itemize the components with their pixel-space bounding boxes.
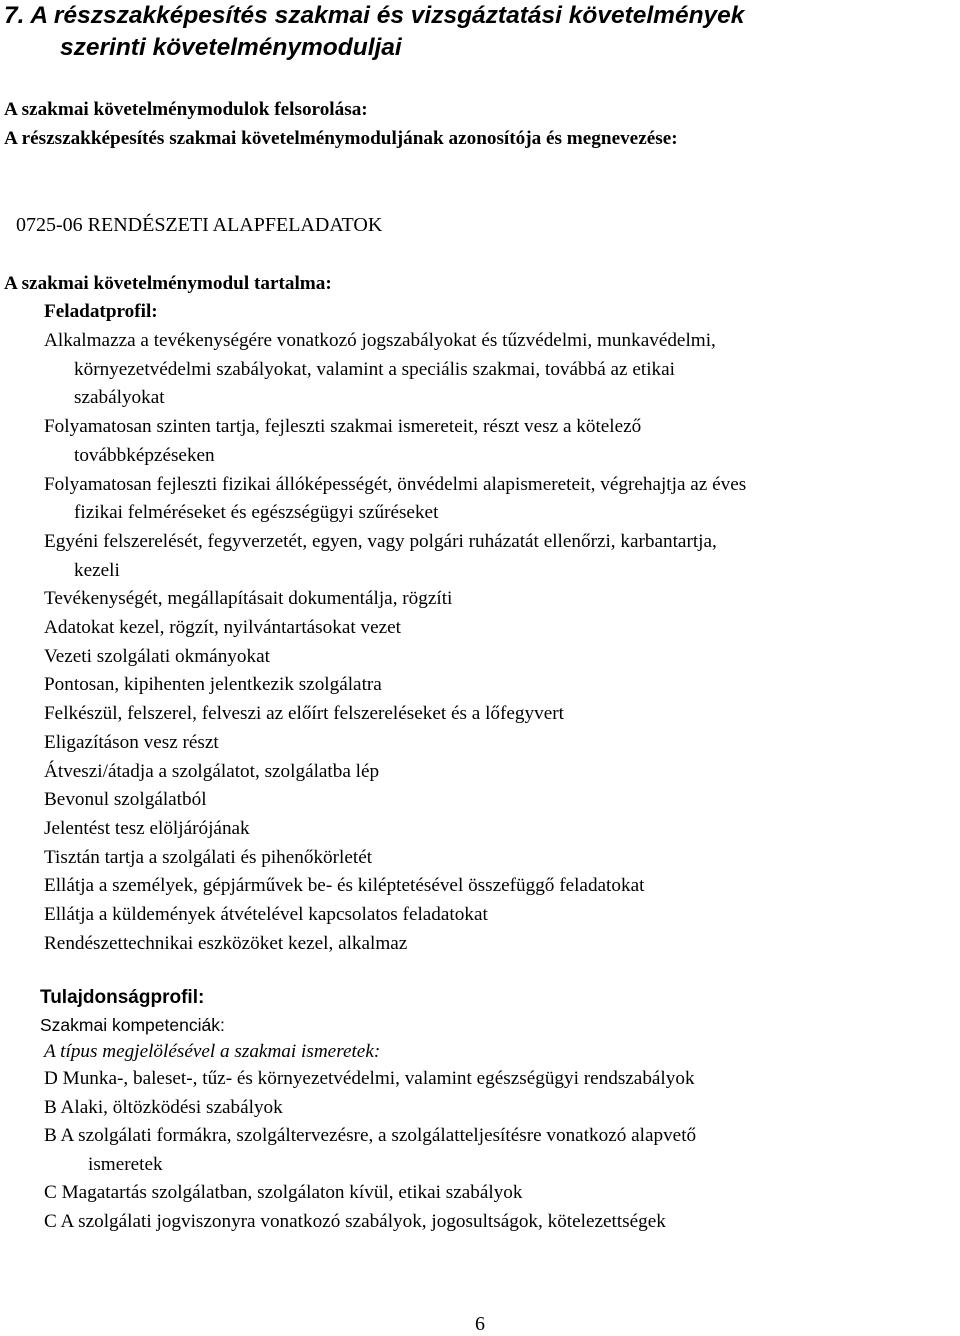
list-item: Folyamatosan fejleszti fizikai állóképességét, önvédelmi alapismereteit, végrehajtja az éves	[44, 473, 747, 495]
list-item-continuation: fizikai felméréseket és egészségügyi szűréseket	[74, 502, 439, 524]
list-item: Jelentést tesz elöljárójának	[44, 817, 250, 839]
list-item: Ellátja a személyek, gépjárművek be- és kiléptetésével összefüggő feladatokat	[44, 875, 645, 897]
list-item: Adatokat kezel, rögzít, nyilvántartásokat vezet	[44, 617, 401, 638]
section-heading-line-1: 7. A részszakképesítés szakmai és vizsgáztatási követelmények	[4, 2, 745, 29]
list-item: C Magatartás szolgálatban, szolgálaton kívül, etikai szabályok	[44, 1182, 523, 1204]
list-item: B Alaki, öltözködési szabályok	[44, 1096, 283, 1118]
module-id-intro: A részszakképesítés szakmai követelménymoduljának azonosítója és megnevezése:	[4, 128, 678, 149]
list-item-continuation: környezetvédelmi szabályokat, valamint a speciális szakmai, továbbá az etikai	[74, 358, 675, 380]
list-item-continuation: szabályokat	[74, 387, 165, 409]
list-item-continuation: kezeli	[74, 559, 120, 581]
section-heading	[4, 0, 744, 64]
list-item: Ellátja a küldemények átvételével kapcsolatos feladatokat	[44, 904, 488, 925]
section-heading-line-2: szerinti követelménymoduljai	[60, 34, 402, 61]
content-intro: A szakmai követelménymodul tartalma:	[4, 273, 332, 294]
list-item: D Munka-, baleset-, tűz- és környezetvédelmi, valamint egészségügyi rendszabályok	[44, 1068, 695, 1089]
list-item: Tisztán tartja a szolgálati és pihenőkörletét	[44, 846, 373, 868]
list-intro: A szakmai követelménymodulok felsorolása:	[4, 99, 368, 120]
list-item: Eligazításon vesz részt	[44, 731, 219, 753]
type-intro: A típus megjelölésével a szakmai ismeretek:	[44, 1041, 381, 1062]
list-item-continuation: továbbképzéseken	[74, 444, 215, 466]
list-item: Vezeti szolgálati okmányokat	[44, 645, 270, 667]
list-item-continuation: ismeretek	[88, 1153, 163, 1175]
module-name: 0725-06 RENDÉSZETI ALAPFELADATOK	[16, 214, 383, 236]
tulajdonsagprofil-subtitle: Szakmai kompetenciák:	[40, 1015, 225, 1035]
feladatprofil-title: Feladatprofil:	[44, 301, 158, 322]
list-item: Folyamatosan szinten tartja, fejleszti szakmai ismereteit, részt vesz a kötelező	[44, 416, 642, 438]
list-item: B A szolgálati formákra, szolgáltervezésre, a szolgálatteljesítésre vonatkozó alapvető	[44, 1125, 697, 1147]
page-number: 6	[475, 1313, 485, 1335]
list-item: Rendészettechnikai eszközöket kezel, alkalmaz	[44, 932, 408, 954]
list-item: Felkészül, felszerel, felveszi az előírt felszereléseket és a lőfegyvert	[44, 703, 564, 725]
list-item: Egyéni felszerelését, fegyverzetét, egyen, vagy polgári ruházatát ellenőrzi, karbantartja,	[44, 530, 717, 552]
list-item: C A szolgálati jogviszonyra vonatkozó szabályok, jogosultságok, kötelezettségek	[44, 1211, 666, 1232]
list-item: Bevonul szolgálatból	[44, 789, 207, 811]
list-item: Átveszi/átadja a szolgálatot, szolgálatba lép	[44, 760, 380, 782]
tulajdonsagprofil-title: Tulajdonságprofil:	[40, 987, 205, 1008]
list-item: Alkalmazza a tevékenységére vonatkozó jogszabályokat és tűzvédelmi, munkavédelmi,	[44, 330, 716, 351]
list-item: Tevékenységét, megállapításait dokumentálja, rögzíti	[44, 588, 453, 610]
list-item: Pontosan, kipihenten jelentkezik szolgálatra	[44, 674, 382, 696]
